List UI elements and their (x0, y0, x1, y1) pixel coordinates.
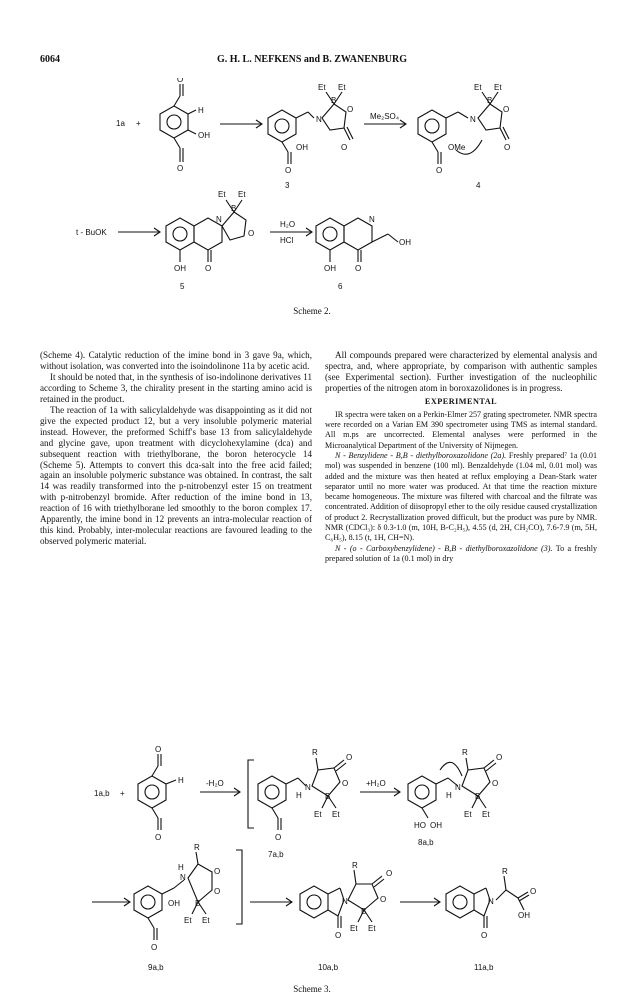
label-b: B (361, 907, 367, 916)
benzene-ring (268, 110, 296, 142)
label-r: R (502, 867, 508, 876)
label-et: Et (202, 916, 210, 925)
paragraph: All compounds prepared were characterized by elemental analysis and spectra, and, where appropriate, by comparison with authentic samples (see Experimental section). Further investigation of the nucleophilic properties of the nitrogen atom in boroxazolidones is in progress. (325, 350, 597, 393)
compound-8-label: 8a,b (418, 838, 434, 847)
label-o: O (155, 833, 162, 842)
label-o: O (177, 164, 184, 173)
benzene-ring (160, 106, 188, 138)
label-oh: OH (399, 238, 411, 247)
label-n: N (488, 897, 494, 906)
paragraph (325, 451, 597, 544)
label-n: N (455, 783, 461, 792)
compound-6-label: 6 (338, 282, 343, 291)
label-1ab: 1a,b (94, 789, 110, 798)
label-n: N (316, 115, 322, 124)
label-et: Et (318, 83, 326, 92)
label-b: B (231, 204, 237, 213)
benzene-ring (134, 886, 162, 918)
label-o: O (481, 931, 488, 940)
compound-11-label: 11a,b (474, 963, 494, 972)
label-n: N (470, 115, 476, 124)
label-o: O (355, 264, 362, 273)
paragraph-text: Freshly prepared⁷ 1a (0.01 mol) was suspended in benzene (100 ml). Benzaldehyde (1.04 ml, 0.01 mol) was added and the mixture was then heated at reflux employing a Dean-Stark water separator until no more water was produced. At that time the reaction mixture became homogeneous. The mixture was filtered with charcoal and the filtrate was concentrated. Addition of diisopropyl ether to the oily residue caused crystallization of product 2. Recrystallization proved difficult, but the product was pure by NMR. NMR (CDCl₃): δ 0.3-1.0 (m, 10H, B-C₂H₅), 4.55 (d, 2H, CH₂CO), 7.6-7.9 (m, 5H, C₆H₅), 8.15 (t, 1H, CH=N). (325, 450, 597, 543)
label-o: O (386, 869, 393, 878)
label-oh: OH (296, 143, 308, 152)
label-et: Et (474, 83, 482, 92)
boroxazolidone-ring (478, 104, 502, 130)
electron-arrow (440, 762, 462, 776)
label-oh: OH (518, 911, 530, 920)
label-et: Et (338, 83, 346, 92)
label-et: Et (314, 810, 322, 819)
label-et: Et (482, 810, 490, 819)
label-plus: + (136, 119, 141, 128)
label-n: N (305, 783, 311, 792)
paragraph-text: To a freshly prepared solution of 1a (0.1 mol) in dry (325, 543, 597, 563)
label-plus-water: +H₂O (366, 779, 386, 788)
benzene-ring (258, 776, 286, 808)
benzene-ring (408, 776, 436, 808)
label-h: H (198, 106, 204, 115)
label-n: N (180, 873, 186, 882)
reagent-me2so4: Me₂SO₄ (370, 112, 400, 121)
compound-title: N - (o - Carboxybenzylidene) - B,B - diethylboroxazolidone (3). (335, 543, 553, 553)
compound-5-label: 5 (180, 282, 185, 291)
label-h: H (178, 863, 184, 872)
label-o: O (380, 895, 387, 904)
label-o: O (492, 779, 499, 788)
label-n: N (216, 215, 222, 224)
label-o: O (503, 105, 510, 114)
label-et: Et (184, 916, 192, 925)
label-o: O (214, 887, 221, 896)
aromatic-circle (167, 115, 181, 129)
label-ho: HO (414, 821, 426, 830)
label-h: H (296, 791, 302, 800)
paragraph: It should be noted that, in the synthesis of iso-indolinone derivatives 11 according to Scheme 3, the chirality present in the starting amino acid is retained in the product. (40, 371, 312, 404)
label-b: B (487, 96, 493, 105)
bracket (236, 850, 242, 924)
section-heading: EXPERIMENTAL (424, 396, 498, 406)
page-number: 6064 (40, 54, 60, 65)
scheme-3-caption: Scheme 3. (293, 984, 331, 994)
label-b: B (195, 899, 201, 908)
label-o: O (248, 229, 255, 238)
benzene-ring (300, 886, 328, 918)
label-et: Et (464, 810, 472, 819)
paragraph: (Scheme 4). Catalytic reduction of the imine bond in 3 gave 9a, which, without isolation, was converted into the isoindolinone 11a by acetic acid. (40, 350, 312, 371)
scheme-2-figure (0, 78, 624, 318)
label-h: H (178, 776, 184, 785)
label-o: O (530, 887, 537, 896)
reagent-h2o: H₂O (280, 220, 296, 229)
label-o: O (155, 745, 162, 754)
scheme-3-figure (0, 730, 624, 990)
benzene-ring (446, 886, 474, 918)
benzene-ring (138, 776, 166, 808)
experimental-section (325, 410, 597, 564)
compound-4-label: 4 (476, 181, 481, 190)
label-r: R (312, 748, 318, 757)
label-r: R (462, 748, 468, 757)
label-o: O (496, 753, 503, 762)
label-n: N (369, 215, 375, 224)
label-o: O (346, 753, 353, 762)
right-column (325, 350, 597, 564)
label-h: H (446, 791, 452, 800)
compound-title: N - Benzylidene - B,B - diethylboroxazolidone (2a). (335, 450, 507, 460)
bracket (248, 760, 254, 828)
running-head: G. H. L. NEFKENS and B. ZWANENBURG (216, 54, 408, 65)
label-o: O (335, 931, 342, 940)
label-o: O (347, 105, 354, 114)
label-n: N (342, 897, 348, 906)
benzene-ring (316, 218, 344, 250)
label-o: O (341, 143, 348, 152)
isoquinoline-ring (344, 218, 372, 250)
label-b: B (325, 792, 331, 801)
label-b: B (331, 96, 337, 105)
label-et: Et (494, 83, 502, 92)
label-oh: OH (168, 899, 180, 908)
label-r: R (194, 843, 200, 852)
paragraph: The reaction of 1a with salicylaldehyde was disappointing as it did not give the expected product 12, but a very insoluble polymeric material instead. However, the preformed Schiff's base 13 from salicylaldehyde and glycine gave, upon treatment with dicyclohexylamine (dca) and subsequent reaction with triethylborane, the boron heterocycle 14 (Scheme 5). Attempts to convert this dca-salt into the free acid failed; again an insoluble polymeric substance was obtained. In contrast, the salt 14 was readily transformed into the p-nitrobenzyl ester 15 on treatment with p-nitrobenzyl bromide. After reduction of the imine bond in 13, reaction of 16 with triethylborane led smoothly to the boron complex 17. Apparently, the imine bond in 12 prevents an intra-molecular reaction of this kind. Probably, inter-molecular reactions are favoured leading to the observed polymeric material. (40, 404, 312, 547)
paragraph: IR spectra were taken on a Perkin-Elmer 257 grating spectrometer. NMR spectra were recorded on a Varian EM 390 spectrometer using TMS as internal standard. All m.ps are uncorrected. Elemental analyses were performed in the Microanalytical Department of the University of Nijmegen. (325, 409, 597, 450)
compound-3-label: 3 (285, 181, 290, 190)
label-o: O (205, 264, 212, 273)
label-ome: OMe (448, 143, 466, 152)
benzene-ring (166, 218, 194, 250)
label-r: R (352, 861, 358, 870)
label-minus-water: -H₂O (206, 779, 224, 788)
label-o: O (151, 943, 158, 952)
label-oh: OH (198, 131, 210, 140)
label-o: O (275, 833, 282, 842)
label-1a: 1a (116, 119, 125, 128)
benzene-ring (418, 110, 446, 142)
label-o: O (214, 867, 221, 876)
reagent-tbuok: t - BuOK (76, 228, 107, 237)
label-et: Et (218, 190, 226, 199)
reagent-hcl: HCl (280, 236, 294, 245)
label-oh: OH (174, 264, 186, 273)
label-b: B (475, 792, 481, 801)
boroxazolidone-ring (188, 864, 212, 902)
label-et: Et (238, 190, 246, 199)
boroxazolidone-ring (222, 212, 246, 240)
page-header (40, 54, 584, 68)
label-plus: + (120, 789, 125, 798)
label-o: O (177, 78, 184, 84)
compound-9-label: 9a,b (148, 963, 164, 972)
paragraph (325, 544, 597, 565)
label-oh: OH (430, 821, 442, 830)
compound-10-label: 10a,b (318, 963, 339, 972)
compound-7-label: 7a,b (268, 850, 284, 859)
boroxazolidone-ring (322, 104, 346, 130)
label-oh: OH (324, 264, 336, 273)
label-o: O (285, 166, 292, 175)
label-et: Et (332, 810, 340, 819)
left-column (40, 350, 312, 547)
label-et: Et (350, 924, 358, 933)
label-o: O (504, 143, 511, 152)
label-o: O (342, 779, 349, 788)
scheme-2-caption: Scheme 2. (293, 306, 331, 316)
label-et: Et (368, 924, 376, 933)
label-o: O (436, 166, 443, 175)
